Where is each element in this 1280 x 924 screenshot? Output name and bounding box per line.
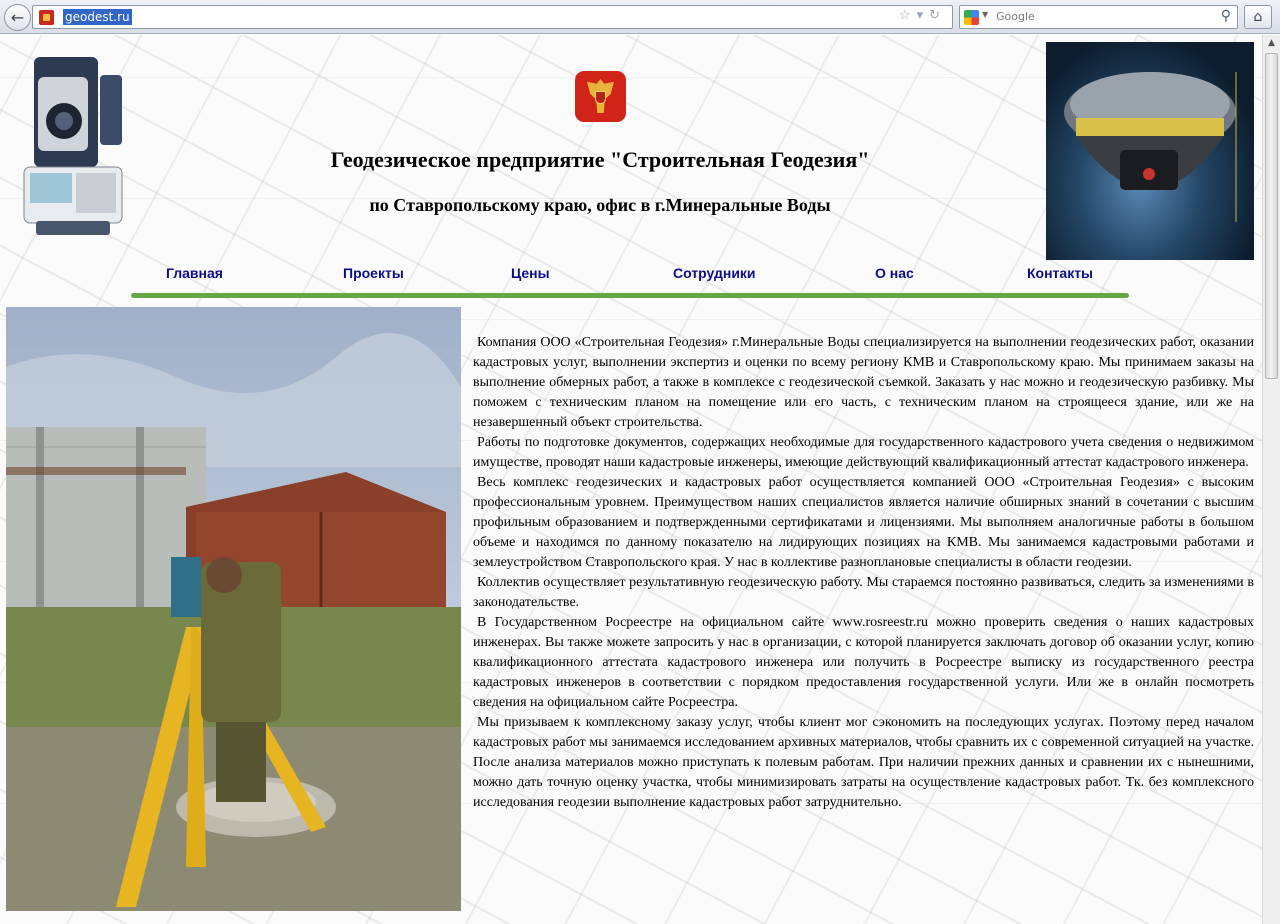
coat-of-arms-logo [575, 71, 626, 122]
page-subtitle: по Ставропольскому краю, офис в г.Минеральные Воды [369, 195, 831, 215]
nav-item-staff[interactable]: Сотрудники [673, 265, 756, 281]
article-body [473, 333, 1254, 813]
article-paragraph: В Государственном Росреестре на официальном сайте www.rosreestr.ru можно проверить сведения о наших кадастровых инженерах. Вы также можете запросить у нас в организации, с которой планируется заключать договор об оказании услуг, копию квалификационного аттестата кадастрового инженера или получить в Росреестре выписку из государственного реестра кадастровых инженеров в соответствии с порядком предоставления государственной услуги. Или же в онлайн посмотреть сведения на официальном сайте Росреестра. [473, 615, 1254, 710]
article-paragraph: Мы призываем к комплексному заказу услуг, чтобы клиент мог сэкономить на последующих услугах. Поэтому перед началом кадастровых работ мы занимаемся исследованием архивных материалов, чтобы сравнить их с современной ситуацией на участке. После анализа материалов можно приступать к полевым работам. При наличии прежних данных и сравнении их с нынешними, можно дать точную оценку участка, чтобы минимизировать затраты на осуществление кадастровых работ. Тк. без комплексного исследования геодезии выполнение кадастровых работ затруднительно. [473, 715, 1254, 810]
nav-item-about[interactable]: О нас [875, 265, 914, 281]
gnss-receiver-image [1046, 42, 1254, 260]
total-station-image [16, 55, 146, 237]
nav-item-prices[interactable]: Цены [511, 265, 550, 281]
url-actions [899, 8, 946, 23]
nav-item-contacts[interactable]: Контакты [1027, 265, 1094, 281]
page-content [0, 35, 1262, 924]
address-bar[interactable] [32, 5, 953, 29]
search-engine-dropdown-icon[interactable]: ▼ [982, 10, 989, 19]
magnifier-icon[interactable]: ⚲ [1220, 8, 1231, 24]
page-title: Геодезическое предприятие "Строительная Геодезия" [330, 147, 870, 172]
search-engine-icon[interactable] [964, 10, 979, 25]
favicon [39, 10, 54, 25]
search-input[interactable]: Google [996, 10, 1035, 23]
reload-icon[interactable]: ↻ [929, 8, 946, 23]
back-arrow-icon[interactable]: ← [4, 4, 31, 31]
nav-item-home[interactable]: Главная [166, 265, 223, 281]
article-paragraph: Весь комплекс геодезических и кадастровых работ осуществляется компанией ООО «Строительная Геодезия» с высоким профессиональным уровнем. Преимуществом наших специалистов является наличие обширных знаний в сочетании с высшим профильным образованием и подтвержденными сертификатами и лицензиями. Мы выполняем аналогичные работы в большом объеме и находимся по данному показателю на лидирующих позициях на КМВ. Мы занимаемся кадастровыми работами и землеустройством Ставропольского края. У нас в коллективе разноплановые специалисты в области геодезии. [473, 475, 1254, 570]
article-paragraph: Работы по подготовке документов, содержащих необходимые для государственного кадастрового учета сведения о недвижимом имуществе, проводят наши кадастровые инженеры, имеющие действующий квалификационный аттестат кадастрового инженера. [473, 435, 1254, 470]
nav-item-projects[interactable]: Проекты [343, 265, 404, 281]
bookmark-star-icon[interactable]: ☆ [898, 8, 917, 23]
url-text[interactable]: geodest.ru [65, 10, 130, 24]
browser-toolbar [0, 0, 1280, 34]
scroll-up-icon[interactable]: ▲ [1268, 38, 1275, 48]
article-paragraph: Компания ООО «Строительная Геодезия» г.Минеральные Воды специализируется на выполнении геодезических работ, оказании кадастровых услуг, выполнении экспертиз и оценки по всему региону КМВ и Ставропольскому краю. Мы принимаем заказы на выполнение обмерных работ, а также в комплексе с геодезической съемкой. Заказать у нас можно и геодезическую разбивку. Мы поможем с техническим планом на помещение или его часть, с техническим планом на строящееся здание, или же на незавершенный объект строительства. [473, 335, 1254, 430]
page-scrollbar[interactable] [1262, 35, 1280, 924]
dropdown-icon[interactable]: ▾ [916, 8, 930, 23]
scroll-thumb[interactable] [1265, 53, 1278, 379]
shield-icon [595, 91, 606, 104]
article-paragraph: Коллектив осуществляет результативную геодезическую работу. Мы стараемся постоянно развиваться, следить за изменениями в законодательстве. [473, 575, 1254, 610]
nav-underline [131, 293, 1129, 298]
search-bar[interactable] [959, 5, 1238, 29]
surveyor-photo [6, 307, 461, 911]
main-nav [131, 265, 1131, 295]
home-icon[interactable]: ⌂ [1244, 5, 1272, 29]
